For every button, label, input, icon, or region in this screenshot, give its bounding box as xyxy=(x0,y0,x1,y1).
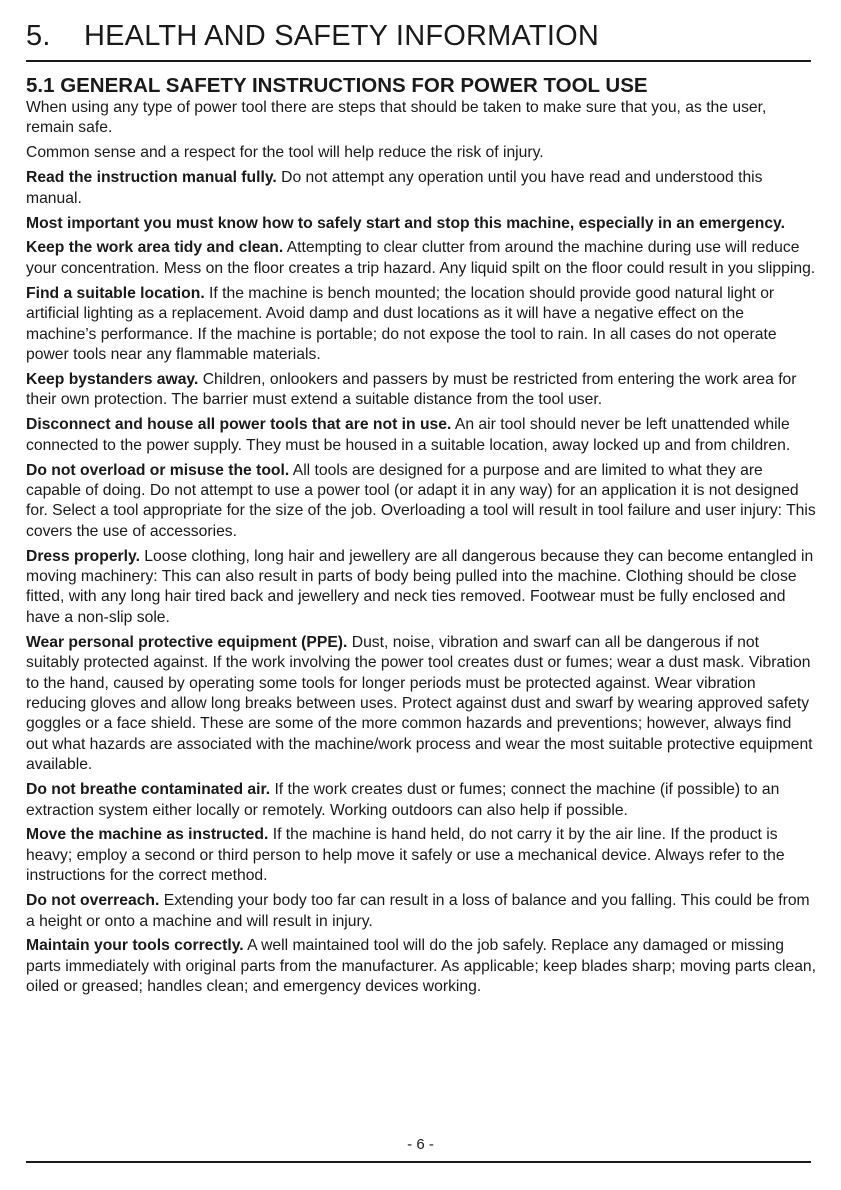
section-title xyxy=(26,20,599,53)
top-divider xyxy=(26,60,811,62)
section-title-text: HEALTH AND SAFETY INFORMATION xyxy=(84,20,599,52)
instruction-text: All tools are designed for a purpose and are limited to what they are capable of doing. Do not attempt to use a power tool (or adapt it in any way) for an application it is not designed for. Select a tool appropriate for the size of the job. Overloading a tool will result in tool failure and user injury: This covers the use of accessories. xyxy=(26,461,816,540)
instruction-paragraph xyxy=(26,825,816,886)
instruction-text: Dust, noise, vibration and swarf can all be dangerous if not suitably protected against. If the work involving the power tool creates dust or fumes; wear a dust mask. Vibration to the hand, caused by operating some tools for longer periods must be protected against. Wear vibration reducing gloves and allow long breaks between uses. Protect against dust and swarf by wearing approved safety goggles or a face shield. These are some of the more common hazards and preventions; however, always find out what hazards are associated with the machine/work process and wear the most suitable protective equipment available. xyxy=(26,633,813,774)
intro-paragraph: Common sense and a respect for the tool will help reduce the risk of injury. xyxy=(26,144,544,162)
subsection-title: 5.1 GENERAL SAFETY INSTRUCTIONS FOR POWER TOOL USE xyxy=(26,74,648,97)
safety-instructions-body xyxy=(26,98,816,1002)
page-number: - 6 - xyxy=(407,1136,434,1153)
instruction-heading: Maintain your tools correctly. xyxy=(26,937,244,955)
instruction-paragraph xyxy=(26,168,816,209)
section-number: 5. xyxy=(26,20,51,52)
instruction-heading: Find a suitable location. xyxy=(26,284,205,302)
instruction-paragraph xyxy=(26,370,816,411)
instruction-text: Loose clothing, long hair and jewellery are all dangerous because they can become entangled in moving machinery: This can also result in parts of body being pulled into the machine. Clothing should be close fitted, with any long hair tired back and jewellery and neck ties removed. Footwear must be fully enclosed and have a non-slip sole. xyxy=(26,547,814,626)
instruction-paragraph xyxy=(26,461,816,543)
instruction-heading: Most important you must know how to safely start and stop this machine, especially in an emergency. xyxy=(26,214,785,232)
instruction-text: If the machine is hand held, do not carry it by the air line. If the product is heavy; employ a second or third person to help move it safely or use a mechanical device. Always refer to the instructions for the correct method. xyxy=(26,826,785,885)
instruction-heading: Dress properly. xyxy=(26,547,140,565)
instruction-paragraph xyxy=(26,936,816,997)
instruction-text: Children, onlookers and passers by must be restricted from entering the work area for their own protection. The barrier must extend a suitable distance from the tool user. xyxy=(26,370,797,409)
instruction-heading: Do not overreach. xyxy=(26,892,160,910)
instruction-paragraph xyxy=(26,891,816,932)
instruction-text: Do not attempt any operation until you have read and understood this manual. xyxy=(26,169,763,207)
bottom-divider xyxy=(26,1161,811,1163)
instruction-text: An air tool should never be left unattended while connected to the power supply. They must be housed in a suitable location, away locked up and from children. xyxy=(26,416,791,454)
instruction-text: A well maintained tool will do the job safely. Replace any damaged or missing parts immediately with original parts from the manufacturer. As applicable; keep blades sharp; moving parts clean, oiled or greased; handles clean; and emergency devices working. xyxy=(26,937,816,996)
instruction-heading: Keep the work area tidy and clean. xyxy=(26,239,284,257)
instruction-heading: Read the instruction manual fully. xyxy=(26,169,277,187)
instruction-paragraph xyxy=(26,547,816,629)
instruction-paragraph xyxy=(26,284,816,366)
instruction-text: Extending your body too far can result in a loss of balance and you falling. This could be from a height or onto a machine and will result in injury. xyxy=(26,892,810,930)
instruction-heading: Disconnect and house all power tools that are not in use. xyxy=(26,416,452,434)
instruction-paragraph xyxy=(26,214,816,234)
instruction-paragraph xyxy=(26,238,816,279)
instruction-text: Attempting to clear clutter from around the machine during use will reduce your concentration. Mess on the floor creates a trip hazard. Any liquid spilt on the floor could result in you slipping. xyxy=(26,239,816,277)
instruction-heading: Wear personal protective equipment (PPE). xyxy=(26,633,348,651)
instruction-text: If the work creates dust or fumes; connect the machine (if possible) to an extraction system either locally or remotely. Working outdoors can also help if possible. xyxy=(26,781,780,819)
instruction-heading: Move the machine as instructed. xyxy=(26,826,269,844)
instruction-paragraph xyxy=(26,415,816,456)
instruction-heading: Do not overload or misuse the tool. xyxy=(26,461,290,479)
instruction-text: If the machine is bench mounted; the location should provide good natural light or artificial lighting as a replacement. Avoid damp and dust locations as it will have a negative effect on the machine’s performance. If the machine is portable; do not expose the tool to rain. In all cases do not operate power tools near any flammable materials. xyxy=(26,284,777,363)
instruction-paragraph xyxy=(26,633,816,776)
instruction-heading: Keep bystanders away. xyxy=(26,370,199,388)
instruction-paragraph xyxy=(26,780,816,821)
instruction-heading: Do not breathe contaminated air. xyxy=(26,781,271,799)
intro-paragraph: When using any type of power tool there are steps that should be taken to make sure that you, as the user, remain safe. xyxy=(26,99,767,137)
